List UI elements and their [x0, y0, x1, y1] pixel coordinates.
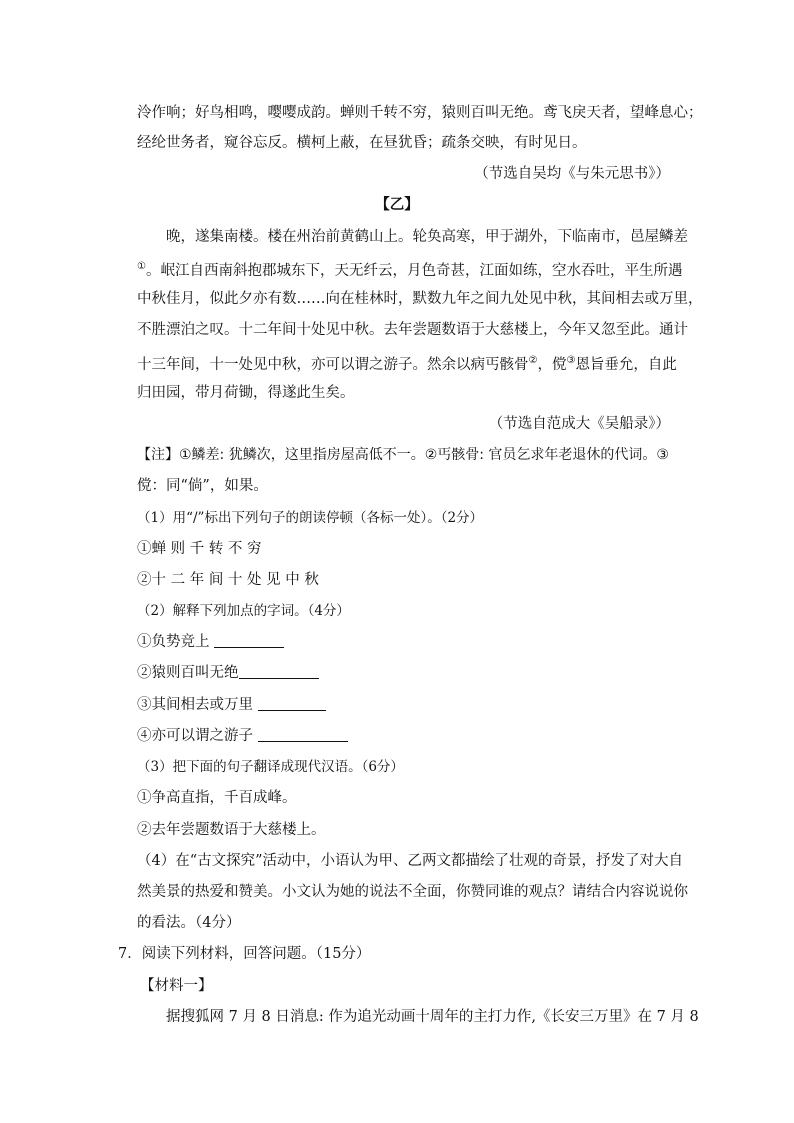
answer-blank[interactable] [239, 664, 319, 679]
footnote-mark-2: ② [528, 355, 538, 366]
q3-item-1: ①争高直指，千百成峰。 [137, 790, 297, 806]
q4-line-2: 然美景的热爱和赞美。小文认为她的说法不全面，你赞同谁的观点？请结合内容说说你 [137, 884, 688, 900]
jia-line-1: 泠作响；好鸟相鸣，嘤嘤成韵。蝉则千转不穷，猿则百叫无绝。鸢飞戾天者，望峰息心； [137, 105, 703, 121]
q7-title: 7．阅读下列材料，回答问题。（15分） [118, 946, 371, 962]
q2-prompt: （2）解释下列加点的字词。（4分） [137, 603, 350, 619]
q2-item-3: ③其间相去或万里 [137, 696, 326, 714]
answer-blank[interactable] [258, 727, 348, 742]
yi-line-6: 归田园，带月荷锄，得遂此生矣。 [137, 385, 355, 401]
yi-line-3: 中秋佳月，似此夕亦有数……向在桂林时，默数九年之间九处见中秋，其间相去或万里， [137, 291, 703, 307]
notes-line-1: 【注】①鳞差: 犹鳞次，这里指房屋高低不一。②丐骸骨: 官员乞求年老退休的代词。③ [137, 447, 669, 463]
material-1-label: 【材料一】 [140, 978, 213, 994]
notes-line-2: 傥：同“倘”，如果。 [137, 478, 268, 494]
q2-item-1: ①负势竞上 [137, 633, 284, 651]
q1-item-2: ②十 二 年 间 十 处 见 中 秋 [137, 572, 319, 588]
yi-source: （节选自范成大《吴船录》） [488, 416, 670, 432]
q4-line-3: 的看法。（4分） [137, 915, 241, 931]
answer-blank[interactable] [214, 633, 284, 648]
answer-blank[interactable] [258, 696, 326, 711]
q2-item-4: ④亦可以谓之游子 [137, 727, 348, 745]
material-1-line-1: 据搜狐网 7 月 8 日消息: 作为追光动画十周年的主打力作,《长安三万里》在 7 月 8 [166, 1009, 699, 1025]
q1-prompt: （1）用“/”标出下列句子的朗读停顿（各标一处）。（2分） [137, 510, 484, 526]
q3-item-2: ②去年尝题数语于大慈楼上。 [137, 822, 326, 838]
jia-source: （节选自吴均《与朱元思书》） [474, 166, 670, 182]
q3-prompt: （3）把下面的句子翻译成现代汉语。（6分） [137, 759, 404, 775]
yi-heading: 【乙】 [375, 196, 419, 213]
footnote-mark-3: ③ [566, 355, 576, 366]
yi-line-1: 晚，遂集南楼。楼在州治前黄鹤山上。轮奂高寒，甲于湖外，下临南市，邑屋鳞差 [166, 229, 688, 245]
yi-line-2: ①。岷江自西南斜抱郡城东下，天无纤云，月色奇甚，江面如练，空水吞吐，平生所遇 [137, 261, 683, 279]
q4-line-1: （4）在“古文探究”活动中，小语认为甲、乙两文都描绘了壮观的奇景，抒发了对大自 [137, 853, 684, 869]
q1-item-1: ①蝉 则 千 转 不 穷 [137, 541, 262, 557]
footnote-mark-1: ① [137, 261, 146, 272]
yi-line-5: 十三年间，十一处见中秋，亦可以谓之游子。然余以病丐骸骨②，傥③恩旨垂允，自此 [137, 355, 677, 373]
yi-line-4: 不胜漂泊之叹。十二年间十处见中秋。去年尝题数语于大慈楼上，今年又忽至此。通计 [137, 322, 688, 338]
q2-item-2: ②猿则百叫无绝 [137, 664, 319, 682]
jia-line-2: 经纶世务者，窥谷忘反。横柯上蔽，在昼犹昏；疏条交映，有时见日。 [137, 135, 587, 151]
